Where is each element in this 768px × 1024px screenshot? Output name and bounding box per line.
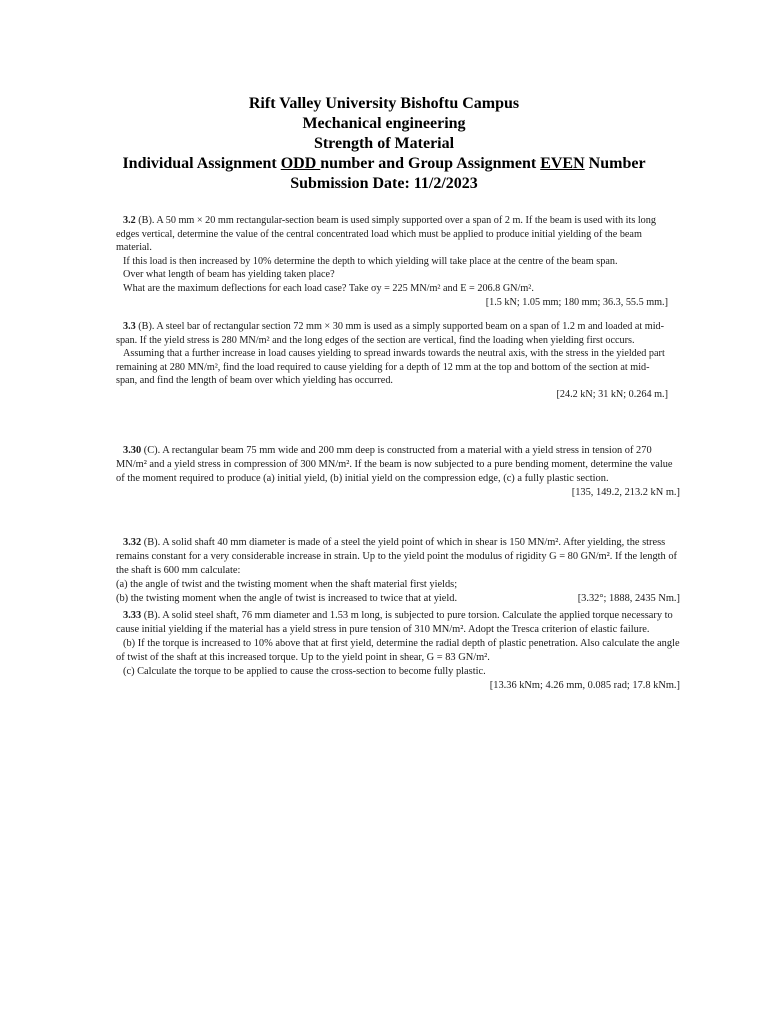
problem-3-32-answer: [3.32°; 1888, 2435 Nm.] (577, 593, 680, 604)
department-name: Mechanical engineering (302, 115, 466, 132)
problem-3-33-part-b: (b) If the torque is increased to 10% above that at first yield, determine the radial depth of plastic penetration. Also calculate the angle of twist of the shaft at this increased torque. Up to the yield point in shear, G = 83 GN/m². (116, 638, 680, 663)
problem-3-30 (116, 444, 680, 500)
problem-3-32-part-a: (a) the angle of twist and the twisting moment when the shaft material first yields; (116, 579, 458, 590)
problem-3-32 (116, 536, 680, 606)
university-name: Rift Valley University Bishoftu Campus (248, 95, 520, 112)
problem-3-33-part-c: (c) Calculate the torque to be applied to cause the cross-section to become fully plastic. (123, 666, 486, 677)
problem-3-30-statement: 3.30 (C). A rectangular beam 75 mm wide and 200 mm deep is constructed from a material with a yield stress in tension of 270 MN/m² and a yield stress in compression of 300 MN/m². If the beam is now subjected to a pure bending moment, determine the value of the moment required to produce (a) initial yield, (b) initial yield on the compression edge, (c) a fully plastic section. (116, 445, 673, 484)
problem-3-3-answer: [24.2 kN; 31 kN; 0.264 m.] (556, 388, 668, 400)
problem-3-2 (116, 214, 668, 309)
problem-3-33-answer: [13.36 kNm; 4.26 mm, 0.085 rad; 17.8 kNm.] (489, 680, 680, 691)
problem-3-3-part: Assuming that a further increase in load causes yielding to spread inwards towards the neutral axis, with the stress in the yielded part remaining at 280 MN/m², find the load required to cause yielding for a depth of 12 mm at the top and bottom of the section at mid-span, and find the length of beam over which yielding has occurred. (116, 348, 665, 387)
submission-date: Submission Date: 11/2/2023 (290, 175, 478, 192)
problem-3-32-statement: 3.32 (B). A solid shaft 40 mm diameter is made of a steel the yield point of which in shear is 150 MN/m². After yielding, the stress remains constant for a very considerable increase in strain. Up to the yield point the modulus of rigidity G = 80 GN/m². If the length of the shaft is 600 mm calculate: (116, 537, 677, 576)
problem-3-30-answer: [135, 149.2, 213.2 kN m.] (571, 487, 680, 498)
assignment-instructions: Individual Assignment ODD number and Group Assignment EVEN Number (122, 155, 646, 172)
problem-3-2-statement: 3.2 (B). A 50 mm × 20 mm rectangular-section beam is used simply supported over a span of 2 m. If the beam is used with its long edges vertical, determine the value of the central concentrated load which must be applied to produce initial yielding of the beam material. (116, 215, 656, 254)
problem-3-32-part-b: (b) the twisting moment when the angle of twist is increased to twice that at yield. (116, 593, 458, 604)
problem-3-33 (116, 609, 680, 693)
problem-3-2-part: What are the maximum deflections for each load case? Take σy = 225 MN/m² and E = 206.8 GN/m². (123, 282, 534, 294)
problem-3-32-part-b-row (116, 592, 680, 606)
problem-3-2-answer: [1.5 kN; 1.05 mm; 180 mm; 36.3, 55.5 mm.] (485, 296, 668, 308)
problem-3-3 (116, 320, 668, 402)
course-name: Strength of Material (313, 135, 455, 152)
problem-3-2-part: If this load is then increased by 10% determine the depth to which yielding will take place at the centre of the beam span. (123, 255, 618, 267)
document-header (0, 94, 768, 194)
problem-3-3-statement: 3.3 (B). A steel bar of rectangular section 72 mm × 30 mm is used as a simply supported beam on a span of 1.2 m and loaded at mid-span. If the yield stress is 280 MN/m² and the long edges of the section are vertical, find the loading when yielding first occurs. (116, 321, 665, 346)
problem-3-33-statement: 3.33 (B). A solid steel shaft, 76 mm diameter and 1.53 m long, is subjected to pure torsion. Calculate the applied torque necessary to cause initial yielding if the material has a yield stress in pure tension of 310 MN/m². Adopt the Tresca criterion of elastic failure. (116, 610, 673, 635)
problem-3-2-part: Over what length of beam has yielding taken place? (123, 269, 335, 281)
